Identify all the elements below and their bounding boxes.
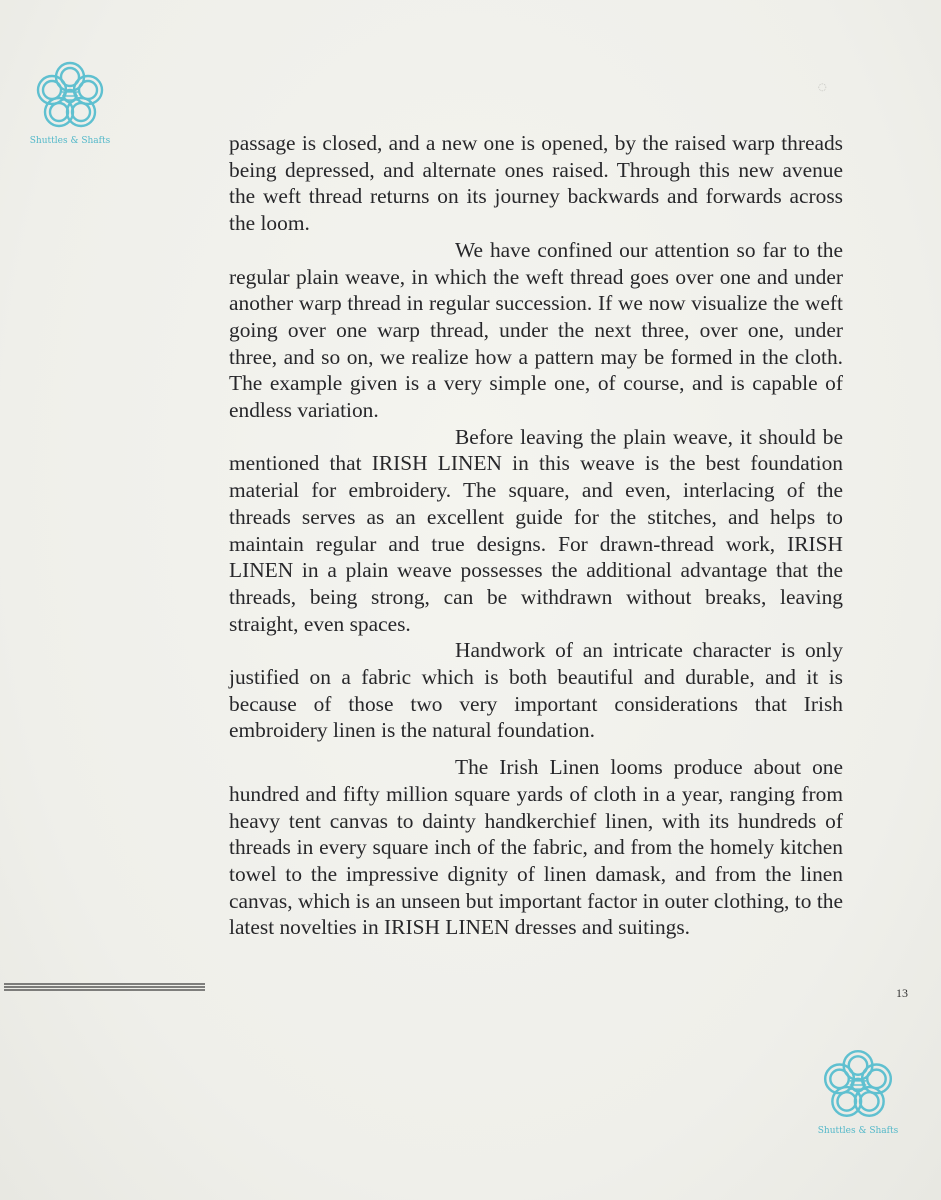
decorative-rule [4,982,205,993]
watermark-logo-bottom [808,1044,908,1136]
logo-caption: Shuttles & Shafts [29,136,111,146]
paragraph-4: Handwork of an intricate character is only justified on a fabric which is both beautiful and durable, and it is because of those two very important considerations that Irish embroidery linen is the natural foundation. [229,638,843,743]
paragraph-5: The Irish Linen looms produce about one hundred and fifty million square yards of cloth in a year, ranging from heavy tent canvas to dainty handkerchief linen, with its hundreds of threads in every square inch of the fabric, and from the homely kitchen towel to the impressive dignity of linen damask, and from the linen canvas, which is an unseen but important factor in outer clothing, to the latest novelties in IRISH LINEN dresses and suitings. [229,755,843,940]
knot-emblem-icon [817,1044,899,1126]
paragraph-2: We have confined our attention so far to the regular plain weave, in which the weft thread goes over one and under another warp thread in regular succession. If we now visualize the weft going over one warp thread, under the next three, over one, under three, and so on, we realize how a pattern may be formed in the cloth. The example given is a very simple one, of course, and is capable of endless variation. [229,237,843,423]
logo-caption: Shuttles & Shafts [817,1126,899,1136]
body-text [229,130,843,941]
watermark-logo-top [22,56,118,146]
paragraph-1: passage is closed, and a new one is opened, by the raised warp threads being depressed, and alternate ones raised. Through this new avenue the weft thread returns on its journey backwards and forwards across the loom. [229,131,843,236]
paper-speck: ◌ [818,82,827,93]
knot-emblem-icon [30,56,110,136]
page-number: 13 [896,986,908,1000]
paragraph-3: Before leaving the plain weave, it should be mentioned that IRISH LINEN in this weave is the best foundation material for embroidery. The square, and even, interlacing of the threads serves as an excellent guide for the stitches, and helps to maintain regular and true designs. For drawn-thread work, IRISH LINEN in a plain weave possesses the additional advantage that the threads, being strong, can be withdrawn without breaks, leaving straight, even spaces. [229,424,843,636]
